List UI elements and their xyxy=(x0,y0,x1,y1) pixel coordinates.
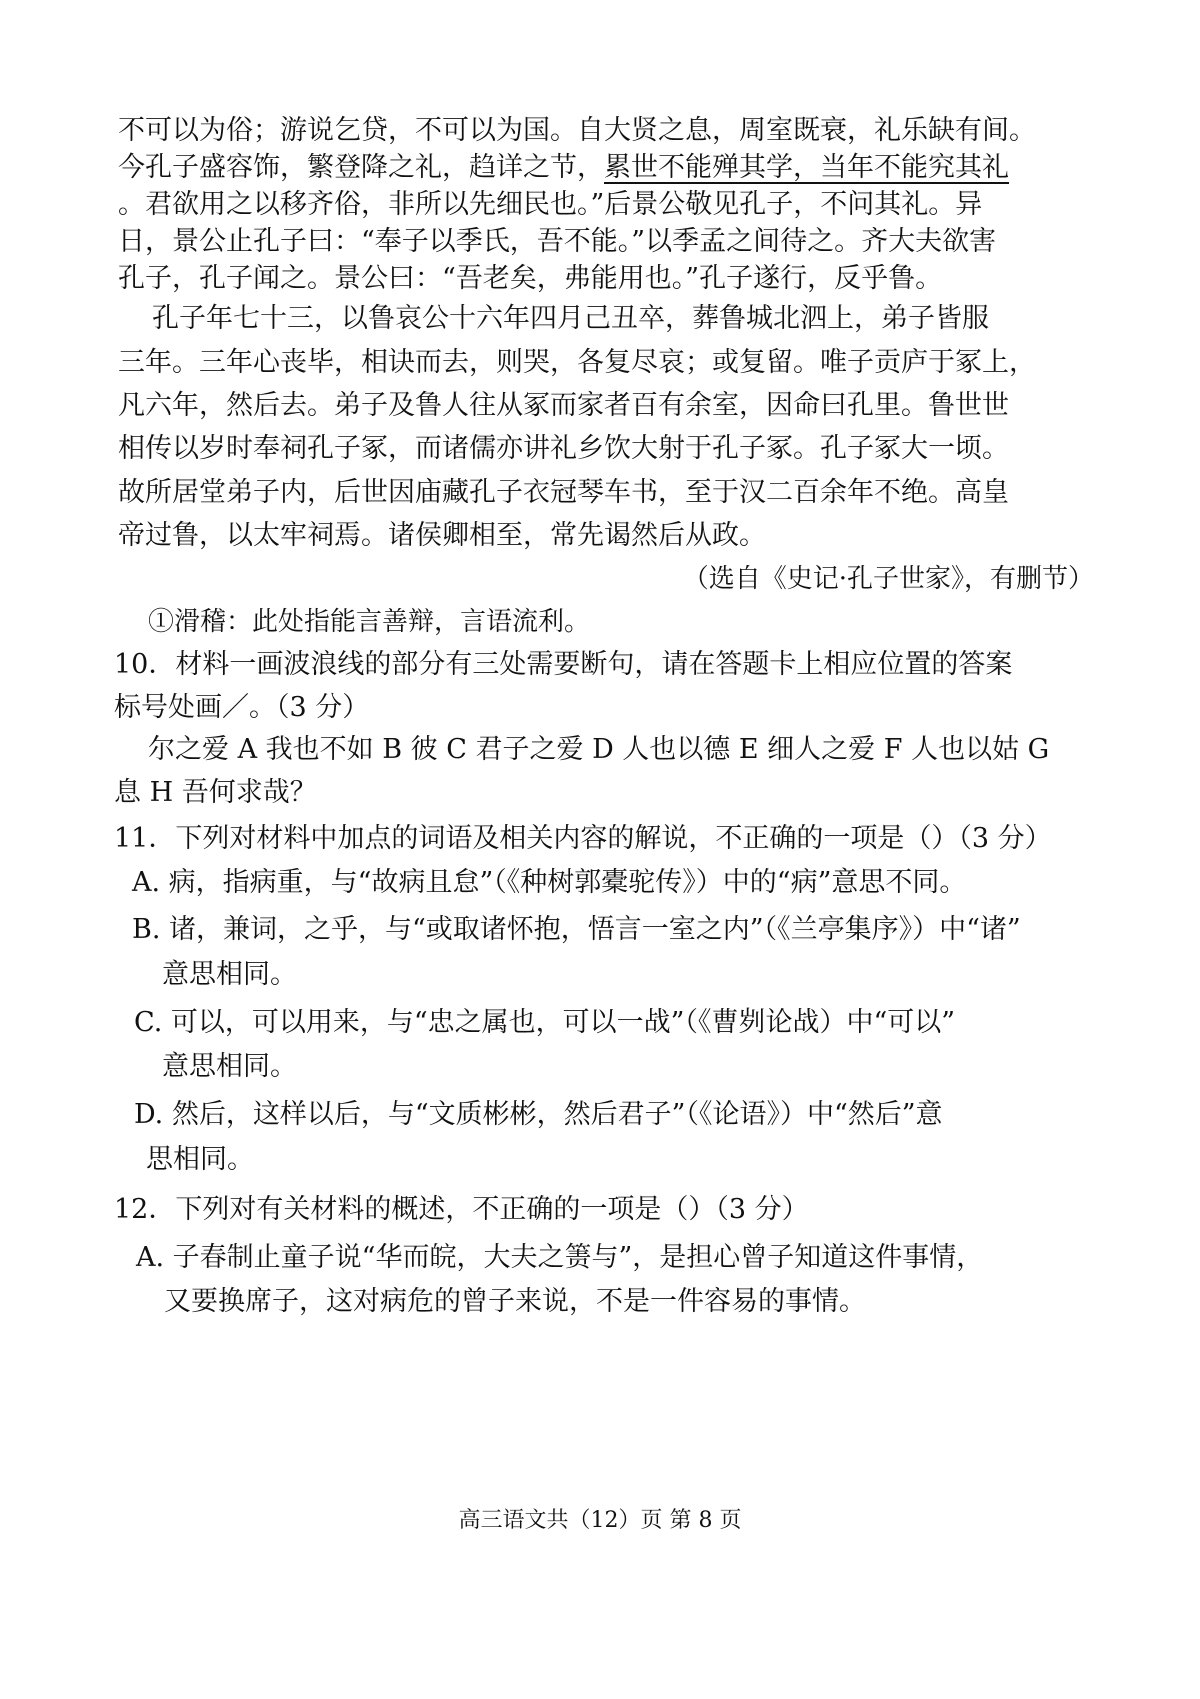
q12-option-a: A. 子春制止童子说“华而皖，大夫之箦与”，是担心曾子知道这件事情， xyxy=(136,1242,984,1273)
q11-option-b-cont: 意思相同。 xyxy=(162,959,297,990)
passage-line: 孔子年七十三，以鲁哀公十六年四月己丑卒，葬鲁城北泗上，弟子皆服 xyxy=(152,303,989,334)
q12-option-a-cont: 又要换席子，这对病危的曾子来说，不是一件容易的事情。 xyxy=(164,1286,866,1317)
passage-line: 。君欲用之以移齐俗，非所以先细民也。”后景公敬见孔子，不问其礼。异 xyxy=(118,189,983,220)
passage-line: 不可以为俗；游说乞贷，不可以为国。自大贤之息，周室既衰，礼乐缺有间。 xyxy=(118,115,1036,146)
passage-line xyxy=(118,151,1009,185)
passage-line: 帝过鲁，以太牢祠焉。诸侯卿相至，常先谒然后从政。 xyxy=(118,520,766,551)
passage-line: 故所居堂弟子内，后世因庙藏孔子衣冠琴车书，至于汉二百余年不绝。高皇 xyxy=(118,477,1009,508)
q11-option-c-cont: 意思相同。 xyxy=(162,1051,297,1082)
q12-stem: 12．下列对有关材料的概述，不正确的一项是（）（3 分） xyxy=(114,1194,809,1225)
q10-stem: 标号处画／。（3 分） xyxy=(114,692,370,723)
passage-line: 三年。三年心丧毕，相诀而去，则哭，各复尽哀；或复留。唯子贡庐于冢上， xyxy=(118,347,1036,378)
q10-text: 息 H 吾何求哉？ xyxy=(114,777,317,808)
passage-line: 凡六年，然后去。弟子及鲁人往从冢而家者百有余室，因命曰孔里。鲁世世 xyxy=(118,390,1009,421)
footnote: ①滑稽：此处指能言善辩，言语流利。 xyxy=(148,607,591,637)
q10-text: 尔之爱 A 我也不如 B 彼 C 君子之爱 D 人也以德 E 细人之爱 F 人也以姑 G xyxy=(148,734,1050,765)
passage-line-text: 今孔子盛容饰，繁登降之礼，趋详之节， xyxy=(118,152,604,183)
underlined-sentence: 累世不能殚其学，当年不能究其礼 xyxy=(604,152,1009,183)
passage-line: 日，景公止孔子曰：“奉子以季氏，吾不能。”以季孟之间待之。齐大夫欲害 xyxy=(118,226,997,257)
q11-option-b: B. 诸，兼词，之乎，与“或取诸怀抱，悟言一室之内”（《兰亭集序》）中“诸” xyxy=(132,914,1021,945)
q11-option-c: C. 可以，可以用来，与“忠之属也，可以一战”（《曹刿论战）中“可以” xyxy=(134,1007,956,1038)
q11-option-d: D. 然后，这样以后，与“文质彬彬，然后君子”（《论语》）中“然后”意 xyxy=(134,1099,943,1130)
page-footer: 高三语文共（12）页 第 8 页 xyxy=(458,1508,742,1533)
source-citation: （选自《史记·孔子世家》，有删节） xyxy=(682,564,1094,594)
q11-stem: 11．下列对材料中加点的词语及相关内容的解说，不正确的一项是（）（3 分） xyxy=(114,823,1052,854)
q11-option-a: A. 病，指病重，与“故病且怠”（《种树郭橐驼传》）中的“病”意思不同。 xyxy=(132,867,967,898)
passage-line: 相传以岁时奉祠孔子冢，而诸儒亦讲礼乡饮大射于孔子冢。孔子冢大一顷。 xyxy=(118,433,1009,464)
q11-option-d-cont: 思相同。 xyxy=(146,1144,254,1175)
q10-stem: 10．材料一画波浪线的部分有三处需要断句，请在答题卡上相应位置的答案 xyxy=(114,649,1013,680)
passage-line: 孔子，孔子闻之。景公曰：“吾老矣，弗能用也。”孔子遂行，反乎鲁。 xyxy=(118,263,943,294)
